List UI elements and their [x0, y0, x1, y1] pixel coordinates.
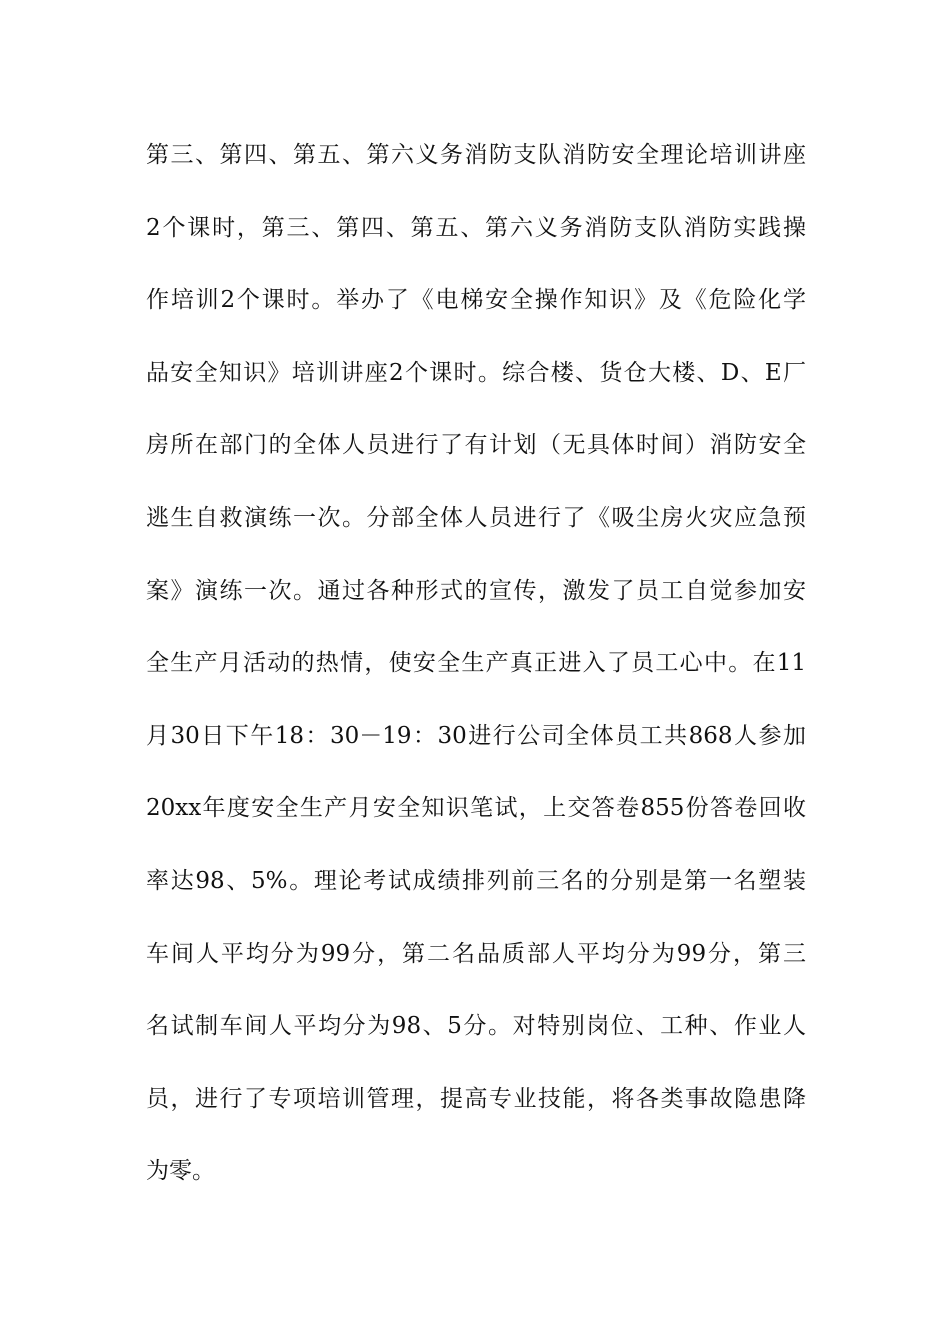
text-line-2: 2个课时，第三、第四、第五、第六义务消防支队消防实践操 [146, 214, 806, 241]
text-line-8: 全生产月活动的热情，使安全生产真正进入了员工心中。在11 [146, 650, 806, 677]
text-line-14: 员，进行了专项培训管理，提高专业技能，将各类事故隐患降 [146, 1085, 806, 1112]
text-line-7: 案》演练一次。通过各种形式的宣传，激发了员工自觉参加安 [146, 577, 806, 604]
text-line-1: 第三、第四、第五、第六义务消防支队消防安全理论培训讲座 [146, 142, 806, 168]
text-line-6: 逃生自救演练一次。分部全体人员进行了《吸尘房火灾应急预 [146, 504, 806, 531]
text-line-4: 品安全知识》培训讲座2个课时。综合楼、货仓大楼、D、E厂 [146, 359, 806, 386]
text-line-3: 作培训2个课时。举办了《电梯安全操作知识》及《危险化学 [146, 287, 806, 314]
text-line-10: 20xx年度安全生产月安全知识笔试，上交答卷855份答卷回收 [146, 795, 806, 822]
text-line-12: 车间人平均分为99分，第二名品质部人平均分为99分，第三 [146, 940, 806, 967]
body-paragraph [146, 128, 806, 1217]
text-line-13: 名试制车间人平均分为98、5分。对特别岗位、工种、作业人 [146, 1013, 806, 1040]
text-line-11: 率达98、5%。理论考试成绩排列前三名的分别是第一名塑装 [146, 867, 806, 894]
text-line-5: 房所在部门的全体人员进行了有计划（无具体时间）消防安全 [146, 432, 806, 459]
text-line-9: 月30日下午18：30－19：30进行公司全体员工共868人参加 [146, 722, 806, 749]
text-line-15: 为零。 [146, 1158, 215, 1185]
